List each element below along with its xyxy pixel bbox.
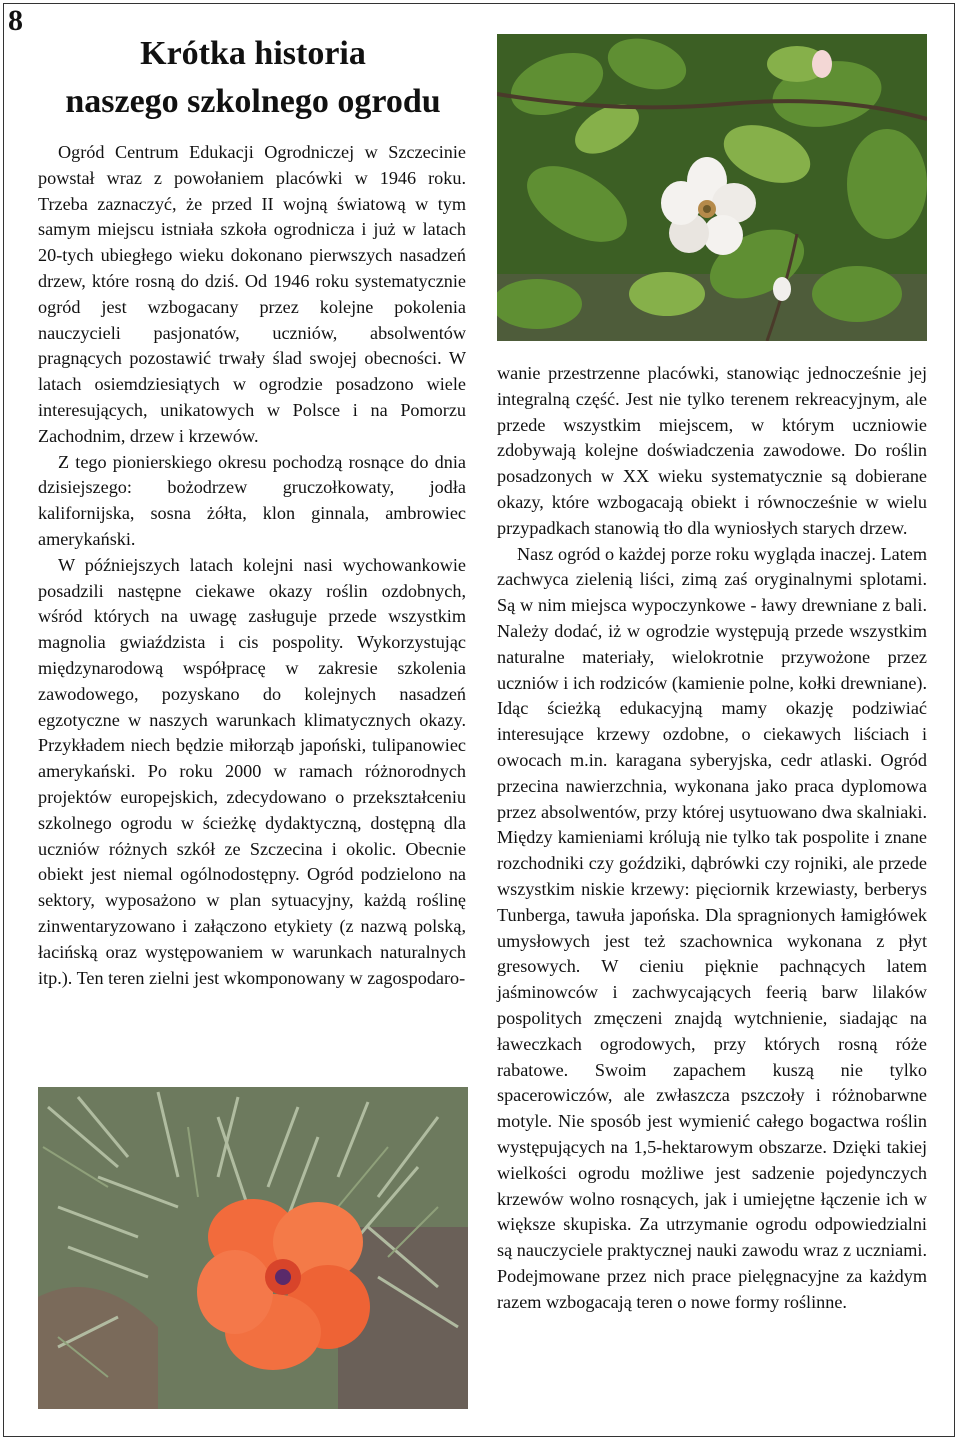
paragraph: Z tego pionierskiego okresu pochodzą rosnące do dnia dzisiejszego: bożodrzew gruczołkowaty, jodła kalifornijska, sosna żółta, klon ginnala, ambrowiec amerykański. xyxy=(38,451,466,549)
quince-blossom-photo xyxy=(497,34,927,341)
poppy-photo xyxy=(38,1087,468,1409)
page-number: 8 xyxy=(8,4,23,37)
paragraph: Ogród Centrum Edukacji Ogrodniczej w Szczecinie powstał wraz z powołaniem placówki w 1946 roku. Trzeba zaznaczyć, że przed II wojną światową w tym samym miejscu istniała szkoła ogrodnicza i już w latach 20-tych ubiegłego wieku dokonano pierwszych nasadzeń drzew, które rosną do dziś. Od 1946 roku systematycznie ogród jest wzbogacany przez kolejne pokolenia nauczycieli pasjonatów, uczniów, absolwentów pragnących pozostawić trwały ślad swojej obecności. W latach osiemdziesiątych w ogrodzie posadzono wiele interesujących, unikatowych w Polsce i na Pomorzu Zachodnim, drzew i krzewów. xyxy=(38,142,466,446)
right-column xyxy=(497,361,927,1315)
paragraph: W późniejszych latach kolejni nasi wychowankowie posadzili następne ciekawe okazy roślin ozdobnych, wśród których na uwagę zasługuje przede wszystkim magnolia gwiaździsta i cis pospolity. Wykorzystując międzynarodową współpracę w zakresie szkolenia zawodowego, pozyskano do kolejnych nasadzeń egzotyczne w naszych warunkach klimatycznych okazy. Przykładem niech będzie miłorząb japoński, tulipanowiec amerykański. Po roku 2000 w ramach różnorodnych projektów europejskich, zdecydowano o przekształceniu szkolnego ogrodu w ścieżkę dydaktyczną, dostępną dla uczniów różnych szkół ze Szczecina i okolic. Obecnie obiekt jest niemal ogólnodostępny. Ogród podzielono na sektory, wyposażono w plan sytuacyjny, każdą roślinę zinwentaryzowano i załączono etykiety (z nazwą polską, łacińską oraz występowaniem w warunkach naturalnych itp.). Ten teren zielni jest wkomponowany w zagospodaro- xyxy=(38,554,466,988)
article-title xyxy=(38,30,468,126)
left-column xyxy=(38,140,466,991)
title-line-2: naszego szkolnego ogrodu xyxy=(65,83,441,120)
title-line-1: Krótka historia xyxy=(140,35,366,72)
paragraph: wanie przestrzenne placówki, stanowiąc jednocześnie jej integralną część. Jest nie tylko terenem rekreacyjnym, ale przede wszystkim miejscem, w którym uczniowie zdobywają kolejne doświadczenia zawodowe. Do roślin posadzonych w XX wieku systematycznie są dobierane okazy, które wzbogacają obiekt i równocześnie w wielu przypadkach stanowią tło dla wyniosłych starych drzew. xyxy=(497,363,927,538)
paragraph: Nasz ogród o każdej porze roku wygląda inaczej. Latem zachwyca zielenią liści, zimą zaś oryginalnymi splotami. Są w nim miejsca wypoczynkowe - ławy drewniane z bali. Należy dodać, iż w ogrodzie występują przede wszystkim naturalne materiały, wielokrotnie przywożone przez uczniów i ich rodziców (kamienie polne, kołki drewniane). Idąc ścieżką edukacyjną mamy okazję podziwiać interesujące krzewy ozdobne, o ciekawych liściach i owocach m.in. karagana syberyjska, cedr atlaski. Ogród przecina nawierzchnia, wykonana jako praca dyplomowa przez absolwentów, przy której usytuowano dwa skalniaki. Między kamieniami królują nie tylko tak pospolite i znane rozchodniki czy goździki, dąbrówki czy rojniki, ale przede wszystkim niskie krzewy: pięciornik krzewiasty, berberys Tunberga, tawuła japońska. Dla spragnionych łamigłówek umysłowych jest też szachownica wykonana z płyt gresowych. W cieniu pięknie pachnących latem jaśminowców i zachwycających feerią barw lilaków pospolitych zmęczeni znajdą wytchnienie, siadając na ławeczkach ogrodowych, przy których rosną róże rabatowe. Swoim zapachem kuszą nie tylko spacerowiczów, ale zwłaszcza pszczoły i różnobarwne motyle. Nie sposób jest wymienić całego bogactwa roślin występujących na 1,5-hektarowym obszarze. Dzięki takiej wielkości ogrodu możliwe jest sadzenie pojedynczych krzewów wolno rosnących, jak i umiejętne łączenie ich w większe skupiska. Za utrzymanie ogrodu odpowiedzialni są nauczyciele praktycznej nauki zawodu wraz z uczniami. Podejmowane przez nich prace pielęgnacyjne za każdym razem wzbogacają teren o nowe formy roślinne. xyxy=(497,543,927,1312)
